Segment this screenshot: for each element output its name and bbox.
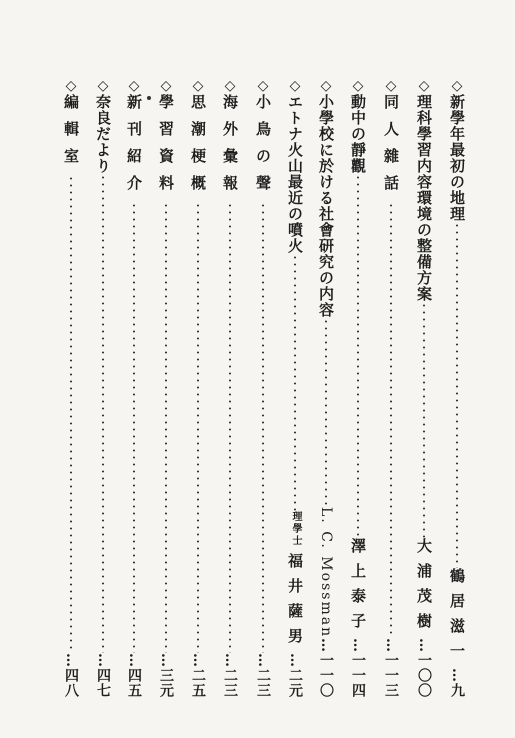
dot-leader [325,318,327,507]
diamond-bullet-icon: ◇ [416,78,432,94]
toc-entry-page-number: …一一三 [383,638,399,698]
toc-entry-degree: 理學士 [290,511,301,547]
toc-entry [215,78,245,698]
toc-entry [280,78,310,698]
dot-leader [133,202,135,653]
toc-entry-title: 思潮梗概 [189,94,207,202]
dot-leader [197,202,199,653]
toc-entry [442,78,472,698]
toc-entry-title: 學習資料 [157,94,175,202]
toc-entry-page-number: …二三 [255,653,271,698]
toc-entry-title: 新學年最初の地理 [448,94,466,222]
toc-entry-title: 編輯室 [62,94,80,175]
dot-leader [294,254,296,511]
dot-leader [390,202,392,638]
toc-entry-page-number: …九 [449,668,465,698]
toc-entry [151,78,181,698]
toc-entry-author: 澤上泰子 [349,538,367,638]
diamond-bullet-icon: ◇ [383,78,399,94]
toc-entry-title: 小學校に於ける社會研究の内容 [317,94,335,318]
toc-entry-page-number: …三元 [158,653,174,698]
toc-entry [409,78,439,698]
dot-leader [262,202,264,653]
toc-entry-page-number: …四八 [63,653,79,698]
dot-leader [456,222,458,568]
diamond-bullet-icon: ◇ [255,78,271,94]
diamond-bullet-icon: ◇ [287,78,303,94]
dot-leader [423,302,425,538]
toc-entry [119,78,149,698]
toc-entry-author: 大浦茂樹 [415,538,433,638]
diamond-bullet-icon: ◇ [95,78,111,94]
toc-entry-title: エトナ火山最近の噴火 [286,94,304,254]
toc-entry-page-number: …四五 [126,653,142,698]
dot-leader [357,174,359,538]
toc-entry-title: 奈良だより [94,94,112,174]
toc-entry [376,78,406,698]
toc-entry [88,78,118,698]
dot-leader [229,202,231,653]
dot-leader [165,202,167,653]
toc-entry-title: 同人雜話 [382,94,400,202]
toc-entry-title: 海外彙報 [221,94,239,202]
toc-entry-title: 新刊紹介 [125,94,143,202]
toc-entry-title: 小鳥の聲 [254,94,272,202]
diamond-bullet-icon: ◇ [126,78,142,94]
toc-entry [311,78,341,698]
toc-entry-page-number: …一〇〇 [416,638,432,698]
diamond-bullet-icon: ◇ [63,78,79,94]
toc-entry-title: 動中の靜觀 [349,94,367,174]
toc-entry-page-number: …二三 [222,653,238,698]
toc-entry-author: 鶴居滋一 [448,568,466,668]
diamond-bullet-icon: ◇ [190,78,206,94]
toc-entry [183,78,213,698]
toc-entry-title: 理科學習内容環境の整備方案 [415,94,433,302]
diamond-bullet-icon: ◇ [158,78,174,94]
diamond-bullet-icon: ◇ [318,78,334,94]
diamond-bullet-icon: ◇ [350,78,366,94]
toc-entry-page-number: …一一四 [350,638,366,698]
dot-leader [70,175,72,653]
toc-entry-page-number: …二元 [287,653,303,698]
toc-entry [248,78,278,698]
toc-entry [343,78,373,698]
toc-entry-author: 福井薩男 [286,553,304,653]
toc-entry [56,78,86,698]
toc-entry-page-number: …二五 [190,653,206,698]
toc-entry-author: L. C. Mossman [318,506,334,638]
dot-leader [102,174,104,653]
toc-entry-page-number: …四七 [95,653,111,698]
toc-entry-page-number: …一一〇 [318,638,334,698]
diamond-bullet-icon: ◇ [222,78,238,94]
diamond-bullet-icon: ◇ [449,78,465,94]
